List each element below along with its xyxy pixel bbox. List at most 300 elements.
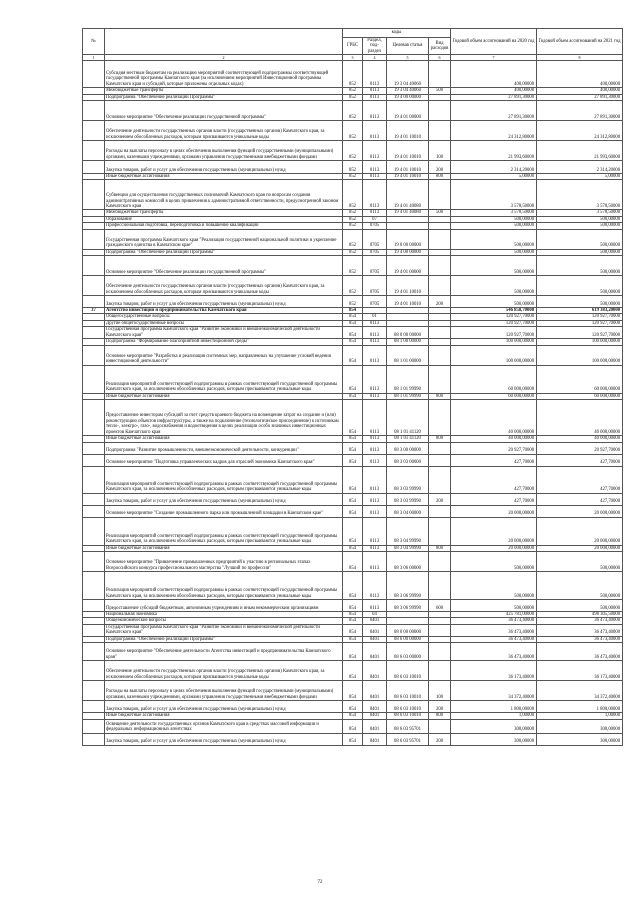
row-exp	[429, 345, 451, 365]
row-section: 0401	[363, 661, 387, 681]
row-amount-2021: 400,00000	[537, 61, 623, 88]
row-number	[83, 141, 105, 161]
row-grbs: 854	[343, 618, 363, 624]
row-target: 08 3 04 00000	[387, 505, 429, 517]
row-target: 08 6 03 10010	[387, 681, 429, 701]
row-name: Общеэкономические вопросы	[105, 618, 343, 624]
table-row	[83, 733, 623, 745]
row-target: 19 3 04 40060	[387, 88, 429, 94]
row-exp: 600	[429, 599, 451, 611]
row-target: 08 3 03 00000	[387, 454, 429, 466]
row-grbs: 854	[343, 545, 363, 551]
table-row	[83, 466, 623, 493]
row-name: Подпрограмма "Обеспечение реализации Программы"	[105, 636, 343, 642]
row-name: Обеспечение деятельности государственных органов власти (государственных органов) Камчатского края, за исключением обособленных расходов, которым присваиваются уникальные коды	[105, 121, 343, 141]
row-amount-2021: 500,00000	[537, 256, 623, 276]
row-name: Расходы на выплаты персоналу в целях обеспечения выполнения функций государственными (муниципальными) органами, казенными учреждениями, органами управления государственными внебюджетными фондами	[105, 141, 343, 161]
row-exp: 800	[429, 545, 451, 551]
row-section: 0705	[363, 223, 387, 229]
table-row	[83, 161, 623, 174]
row-section: 0705	[363, 296, 387, 308]
row-target: 19 4 01 00000	[387, 101, 429, 121]
row-exp	[429, 101, 451, 121]
row-amount-2020: 27 891,30000	[451, 101, 537, 121]
row-exp	[429, 327, 451, 339]
row-name: Государственная программа Камчатского края "Реализация государственной национальной политики и укрепление гражданского единства в Камчатском крае"	[105, 229, 343, 249]
row-amount-2020: 1,00000	[451, 713, 537, 719]
table-row	[83, 400, 623, 436]
row-amount-2020: 500,00000	[451, 551, 537, 571]
row-number	[83, 466, 105, 493]
row-amount-2021: 100 000,00000	[537, 339, 623, 345]
row-amount-2021: 500,00000	[537, 229, 623, 249]
row-amount-2021: 20 000,00000	[537, 505, 623, 517]
row-grbs: 854	[343, 493, 363, 505]
row-section: 0705	[363, 276, 387, 296]
row-section: 0401	[363, 701, 387, 713]
row-amount-2020: 500,00000	[451, 276, 537, 296]
row-amount-2021: 500,00000	[537, 216, 623, 222]
row-number	[83, 599, 105, 611]
row-amount-2020: 120 927,70000	[451, 327, 537, 339]
table-row	[83, 454, 623, 466]
row-amount-2020: 3 578,50000	[451, 210, 537, 216]
row-section: 0113	[363, 141, 387, 161]
row-section: 0113	[363, 545, 387, 551]
row-number	[83, 719, 105, 733]
row-amount-2020: 500,00000	[451, 216, 537, 222]
row-grbs: 852	[343, 256, 363, 276]
row-exp	[429, 454, 451, 466]
row-amount-2020: 60 000,00000	[451, 365, 537, 393]
row-name: Другие общегосударственные вопросы	[105, 320, 343, 326]
row-name: Национальная экономика	[105, 611, 343, 617]
row-name: Иные бюджетные ассигнования	[105, 545, 343, 551]
row-amount-2020: 427,70000	[451, 493, 537, 505]
row-section: 0401	[363, 618, 387, 624]
row-grbs: 854	[343, 400, 363, 436]
row-amount-2020: 500,00000	[451, 256, 537, 276]
row-number	[83, 681, 105, 701]
row-amount-2021: 120 927,70000	[537, 314, 623, 320]
row-number	[83, 365, 105, 393]
row-amount-2021: 100 000,00000	[537, 345, 623, 365]
row-section: 0113	[363, 517, 387, 545]
row-section: 0113	[363, 436, 387, 442]
row-name: Основное мероприятие "Обеспечение деятельности Агентства инвестиций и предпринимательства Камчатского края"	[105, 643, 343, 661]
row-amount-2020: 20 000,00000	[451, 505, 537, 517]
row-amount-2020: 400,00000	[451, 88, 537, 94]
table-body	[83, 61, 623, 745]
row-grbs: 854	[343, 436, 363, 442]
row-amount-2020: 40 000,00000	[451, 436, 537, 442]
table-row	[83, 701, 623, 713]
row-target: 08 3 04 99990	[387, 545, 429, 551]
row-amount-2021: 27 891,30000	[537, 94, 623, 100]
row-name: Обеспечение деятельности государственных органов власти (государственных органов) Камчатского края, за исключением обособленных расходов, которым присваиваются уникальные коды	[105, 661, 343, 681]
row-section: 0113	[363, 174, 387, 180]
row-grbs: 854	[343, 643, 363, 661]
row-exp	[429, 571, 451, 599]
row-target: 08 3 06 99990	[387, 571, 429, 599]
row-amount-2020: 34 372,40000	[451, 681, 537, 701]
row-name: Закупка товаров, работ и услуг для обеспечения государственных (муниципальных) нужд	[105, 733, 343, 745]
row-amount-2021: 500,00000	[537, 296, 623, 308]
column-index: 2	[105, 55, 343, 61]
row-amount-2021: 1 800,00000	[537, 701, 623, 713]
row-amount-2021: 40 000,00000	[537, 400, 623, 436]
row-target: 08 0 00 00000	[387, 327, 429, 339]
row-number	[83, 454, 105, 466]
row-target: 19 4 01 10010	[387, 141, 429, 161]
row-name: Закупка товаров, работ и услуг для обеспечения государственных (муниципальных) нужд	[105, 296, 343, 308]
row-number	[83, 327, 105, 339]
table-row	[83, 276, 623, 296]
row-amount-2021: 5,00000	[537, 174, 623, 180]
row-grbs: 852	[343, 61, 363, 88]
row-exp	[429, 442, 451, 454]
table-row	[83, 505, 623, 517]
row-target: 08 1 01 99990	[387, 393, 429, 399]
row-grbs: 854	[343, 442, 363, 454]
row-grbs: 852	[343, 174, 363, 180]
row-number: 37	[83, 308, 105, 314]
header-section: Раздел, под-раздел	[363, 38, 387, 55]
row-number	[83, 551, 105, 571]
column-index: 5	[387, 55, 429, 61]
row-amount-2020: 40 000,00000	[451, 400, 537, 436]
row-section: 0113	[363, 61, 387, 88]
row-section: 0113	[363, 180, 387, 210]
row-amount-2020: 21 993,60000	[451, 141, 537, 161]
table-row	[83, 517, 623, 545]
row-section: 0401	[363, 643, 387, 661]
row-number	[83, 517, 105, 545]
row-amount-2021: 500,00000	[537, 276, 623, 296]
row-amount-2020: 36 473,40000	[451, 643, 537, 661]
row-grbs: 854	[343, 466, 363, 493]
row-target: 08 3 06 00000	[387, 551, 429, 571]
row-amount-2020: 500,00000	[451, 223, 537, 229]
row-section: 0113	[363, 442, 387, 454]
row-name: Расходы на выплаты персоналу в целях обеспечения выполнения функций государственными (муниципальными) органами, казенными учреждениями, органами управления государственными внебюджетными фондами	[105, 681, 343, 701]
row-target: 08 6 03 95701	[387, 719, 429, 733]
row-amount-2021: 300,00000	[537, 733, 623, 745]
row-amount-2021: 36 473,40000	[537, 618, 623, 624]
row-target: 19 4 00 00000	[387, 249, 429, 255]
row-grbs: 854	[343, 733, 363, 745]
row-grbs: 854	[343, 571, 363, 599]
row-name: Освещение деятельности государственных органов Камчатского края в средствах массовой информации и федеральных информационных агентствах	[105, 719, 343, 733]
row-section: 0113	[363, 345, 387, 365]
header-num: №	[83, 29, 105, 55]
row-exp	[429, 624, 451, 636]
row-amount-2021: 3 578,50000	[537, 210, 623, 216]
column-index: 3	[343, 55, 363, 61]
row-target: 19 4 01 40080	[387, 210, 429, 216]
row-name: Основное мероприятие "Подготовка управленческих кадров для отраслей экономики Камчатского края"	[105, 454, 343, 466]
row-amount-2020: 2 314,20000	[451, 161, 537, 174]
row-number	[83, 571, 105, 599]
row-section: 01	[363, 314, 387, 320]
row-exp	[429, 661, 451, 681]
row-grbs: 854	[343, 611, 363, 617]
row-name: Государственная программа Камчатского края "Развитие экономики и внешнеэкономической деятельности Камчатского края"	[105, 624, 343, 636]
row-exp: 200	[429, 701, 451, 713]
row-name: Реализация мероприятий соответствующей подпрограммы в рамках соответствующей государственной программы Камчатского края, за исключением обособленных расходов, которым присваиваются уникальные коды	[105, 365, 343, 393]
row-target: 08 1 00 00000	[387, 339, 429, 345]
row-grbs: 854	[343, 327, 363, 339]
row-amount-2020: 500,00000	[451, 571, 537, 599]
row-section: 0401	[363, 624, 387, 636]
row-name: Подпрограмма "Обеспечение реализации Программы"	[105, 94, 343, 100]
row-exp: 500	[429, 210, 451, 216]
row-section: 0113	[363, 101, 387, 121]
row-name: Реализация мероприятий соответствующей подпрограммы в рамках соответствующей государственной программы Камчатского края, за исключением обособленных расходов, которым присваиваются уникальные коды	[105, 571, 343, 599]
row-amount-2021: 36 473,40000	[537, 624, 623, 636]
row-exp	[429, 61, 451, 88]
row-exp: 800	[429, 713, 451, 719]
row-number	[83, 345, 105, 365]
row-exp	[429, 517, 451, 545]
row-amount-2020: 100 000,00000	[451, 339, 537, 345]
row-target: 08 6 03 10010	[387, 661, 429, 681]
row-amount-2021: 60 000,00000	[537, 393, 623, 399]
row-amount-2021: 500,00000	[537, 223, 623, 229]
row-number	[83, 121, 105, 141]
row-section: 04	[363, 611, 387, 617]
row-amount-2020: 20 000,00000	[451, 545, 537, 551]
row-amount-2021: 20 000,00000	[537, 545, 623, 551]
table-row	[83, 345, 623, 365]
row-name: Субсидия местным бюджетам на реализацию мероприятий соответствующей подпрограммы соответствующей государственной программы Камчатского края (за исключением мероприятий Инвестиционной программы Камчатского края и субсидий, которые приложены отдельных кодах)	[105, 61, 343, 88]
header-grbs: ГРБС	[343, 38, 363, 55]
row-name: Иные бюджетные ассигнования	[105, 713, 343, 719]
row-exp: 200	[429, 733, 451, 745]
row-exp: 800	[429, 174, 451, 180]
row-amount-2020: 500,00000	[451, 296, 537, 308]
column-index: 8	[537, 55, 623, 61]
row-amount-2021: 27 891,30000	[537, 101, 623, 121]
column-index: 7	[451, 55, 537, 61]
row-grbs: 854	[343, 339, 363, 345]
row-amount-2020: 500,00000	[451, 599, 537, 611]
row-target: 08 1 01 99990	[387, 365, 429, 393]
row-amount-2021: 500,00000	[537, 571, 623, 599]
row-target: 08 1 01 41120	[387, 400, 429, 436]
row-exp	[429, 643, 451, 661]
row-exp: 200	[429, 493, 451, 505]
row-target: 19 4 00 00000	[387, 94, 429, 100]
row-amount-2021: 40 000,00000	[537, 436, 623, 442]
row-amount-2021: 24 312,80000	[537, 121, 623, 141]
row-target: 08 6 03 10010	[387, 701, 429, 713]
row-section: 0113	[363, 400, 387, 436]
row-name: Иные бюджетные ассигнования	[105, 174, 343, 180]
row-amount-2021: 20 927,70000	[537, 442, 623, 454]
row-amount-2020: 100 000,00000	[451, 345, 537, 365]
row-section: 0113	[363, 571, 387, 599]
row-amount-2021: 120 927,70000	[537, 320, 623, 326]
row-target: 19 4 01 10010	[387, 276, 429, 296]
table-row	[83, 61, 623, 88]
row-grbs: 852	[343, 276, 363, 296]
row-grbs: 854	[343, 719, 363, 733]
row-amount-2020: 36 473,40000	[451, 624, 537, 636]
table-row	[83, 571, 623, 599]
row-grbs: 854	[343, 681, 363, 701]
row-grbs: 854	[343, 661, 363, 681]
row-section: 0705	[363, 229, 387, 249]
row-name: Закупка товаров, работ и услуг для обеспечения государственных (муниципальных) нужд	[105, 701, 343, 713]
row-grbs: 854	[343, 505, 363, 517]
header-name	[105, 29, 343, 55]
row-grbs: 852	[343, 223, 363, 229]
row-name: Закупка товаров, работ и услуг для обеспечения государственных (муниципальных) нужд	[105, 493, 343, 505]
row-amount-2021: 427,70000	[537, 493, 623, 505]
row-grbs: 852	[343, 249, 363, 255]
row-grbs: 854	[343, 345, 363, 365]
row-grbs: 852	[343, 141, 363, 161]
row-target: 08 3 03 99990	[387, 466, 429, 493]
row-name: Иные бюджетные ассигнования	[105, 436, 343, 442]
row-number	[83, 276, 105, 296]
row-amount-2020: 60 000,00000	[451, 393, 537, 399]
row-number	[83, 61, 105, 88]
row-exp: 200	[429, 161, 451, 174]
row-amount-2020: 20 927,70000	[451, 442, 537, 454]
row-exp	[429, 466, 451, 493]
row-name: Основное мероприятие "Создание промышленного парка или промышленной площадки в Камчатском крае"	[105, 505, 343, 517]
row-amount-2021: 500,00000	[537, 249, 623, 255]
row-number	[83, 229, 105, 249]
row-number	[83, 256, 105, 276]
row-exp	[429, 400, 451, 436]
header-target: Целевая статья	[387, 38, 429, 55]
row-target: 08 6 03 10010	[387, 713, 429, 719]
row-amount-2020: 5,00000	[451, 174, 537, 180]
table-row	[83, 327, 623, 339]
row-grbs: 854	[343, 308, 363, 314]
row-name: Общегосударственные вопросы	[105, 314, 343, 320]
row-grbs: 852	[343, 229, 363, 249]
row-name: Межбюджетные трансферты	[105, 88, 343, 94]
row-target: 08 6 03 00000	[387, 643, 429, 661]
row-amount-2020: 425 781,00000	[451, 611, 537, 617]
row-number	[83, 161, 105, 174]
row-name: Реализация мероприятий соответствующей подпрограммы в рамках соответствующей государственной программы Камчатского края, за исключением обособленных расходов, которым присваиваются уникальные коды	[105, 466, 343, 493]
row-amount-2020: 1 800,00000	[451, 701, 537, 713]
row-exp: 100	[429, 681, 451, 701]
row-target: 08 3 00 00000	[387, 442, 429, 454]
column-index: 1	[83, 55, 105, 61]
row-amount-2021: 120 927,70000	[537, 327, 623, 339]
table-row	[83, 296, 623, 308]
row-name: Государственная программа Камчатского края "Развитие экономики и внешнеэкономической деятельности Камчатского края"	[105, 327, 343, 339]
row-section: 0401	[363, 636, 387, 642]
row-number	[83, 493, 105, 505]
table-row	[83, 661, 623, 681]
row-amount-2021: 500,00000	[537, 599, 623, 611]
row-amount-2020: 24 312,80000	[451, 121, 537, 141]
row-target: 19 4 01 10010	[387, 161, 429, 174]
row-amount-2021: 500,00000	[537, 551, 623, 571]
row-amount-2021: 36 173,40000	[537, 661, 623, 681]
row-amount-2020: 427,70000	[451, 466, 537, 493]
row-section: 07	[363, 216, 387, 222]
row-section: 0113	[363, 339, 387, 345]
row-exp: 500	[429, 88, 451, 94]
row-grbs: 854	[343, 365, 363, 393]
row-section: 0113	[363, 493, 387, 505]
row-section: 0113	[363, 599, 387, 611]
row-amount-2020: 427,70000	[451, 454, 537, 466]
row-amount-2021: 36 473,40000	[537, 643, 623, 661]
row-name: Агентство инвестиций и предпринимательства Камчатского края	[105, 308, 343, 314]
row-target: 08 3 03 99990	[387, 493, 429, 505]
table-row	[83, 229, 623, 249]
row-target: 19 4 01 40080	[387, 180, 429, 210]
table-row	[83, 101, 623, 121]
row-section: 0113	[363, 393, 387, 399]
row-target: 08 6 03 95701	[387, 733, 429, 745]
row-amount-2020: 3 578,50000	[451, 180, 537, 210]
row-amount-2020: 120 927,70000	[451, 314, 537, 320]
row-name: Профессиональная подготовка, переподготовка и повышение квалификации	[105, 223, 343, 229]
header-2021: Годовой объем ассигнований на 2021 год	[537, 29, 623, 55]
row-number	[83, 643, 105, 661]
row-exp	[429, 719, 451, 733]
row-name: Закупка товаров, работ и услуг для обеспечения государственных (муниципальных) нужд	[105, 161, 343, 174]
row-grbs: 852	[343, 121, 363, 141]
row-grbs: 854	[343, 320, 363, 326]
row-name: Обеспечение деятельности государственных органов власти (государственных органов) Камчатского края, за исключением обособленных расходов, которым присваиваются уникальные коды	[105, 276, 343, 296]
row-section: 0113	[363, 551, 387, 571]
row-grbs: 852	[343, 180, 363, 210]
row-exp	[429, 551, 451, 571]
row-name: Образование	[105, 216, 343, 222]
row-name: Реализация мероприятий соответствующей подпрограммы в рамках соответствующей государственной программы Камчатского края, за исключением обособленных расходов, которым присваиваются уникальные коды	[105, 517, 343, 545]
row-section: 0401	[363, 733, 387, 745]
row-section: 0113	[363, 88, 387, 94]
row-number	[83, 733, 105, 745]
row-section: 0113	[363, 505, 387, 517]
row-name: Основное мероприятие "Разработка и реализация системных мер, направленных на улучшение условий ведения инвестиционной деятельности"	[105, 345, 343, 365]
header-codes: коды	[343, 29, 451, 38]
row-grbs: 852	[343, 94, 363, 100]
column-index: 4	[363, 55, 387, 61]
row-amount-2020: 20 000,00000	[451, 517, 537, 545]
row-number	[83, 624, 105, 636]
row-section: 0113	[363, 454, 387, 466]
header-exp: Вид расходов	[429, 38, 451, 55]
row-number	[83, 442, 105, 454]
row-exp	[429, 121, 451, 141]
row-amount-2021: 3 578,50000	[537, 180, 623, 210]
row-number	[83, 661, 105, 681]
row-number	[83, 180, 105, 210]
row-name: Предоставление инвесторам субсидий за счет средств краевого бюджета на возмещение затрат на создание и (или) реконструкцию объектов инфраструктуры, а также на подключение (технологическое присоединение) к источникам тепло-, электро-, газо-, водоснабжения и водоотведения в целях реализации особо значимых инвестиционных проектов Камчатского края	[105, 400, 343, 436]
row-amount-2021: 2 314,20000	[537, 161, 623, 174]
row-section: 0705	[363, 256, 387, 276]
row-exp	[429, 229, 451, 249]
row-grbs: 854	[343, 454, 363, 466]
column-index: 6	[429, 55, 451, 61]
row-target: 19 4 01 10010	[387, 296, 429, 308]
row-name: Подпрограмма "Развитие промышленности, внешнеэкономической деятельности, конкуренции"	[105, 442, 343, 454]
table-row	[83, 624, 623, 636]
row-amount-2021: 34 372,40000	[537, 681, 623, 701]
